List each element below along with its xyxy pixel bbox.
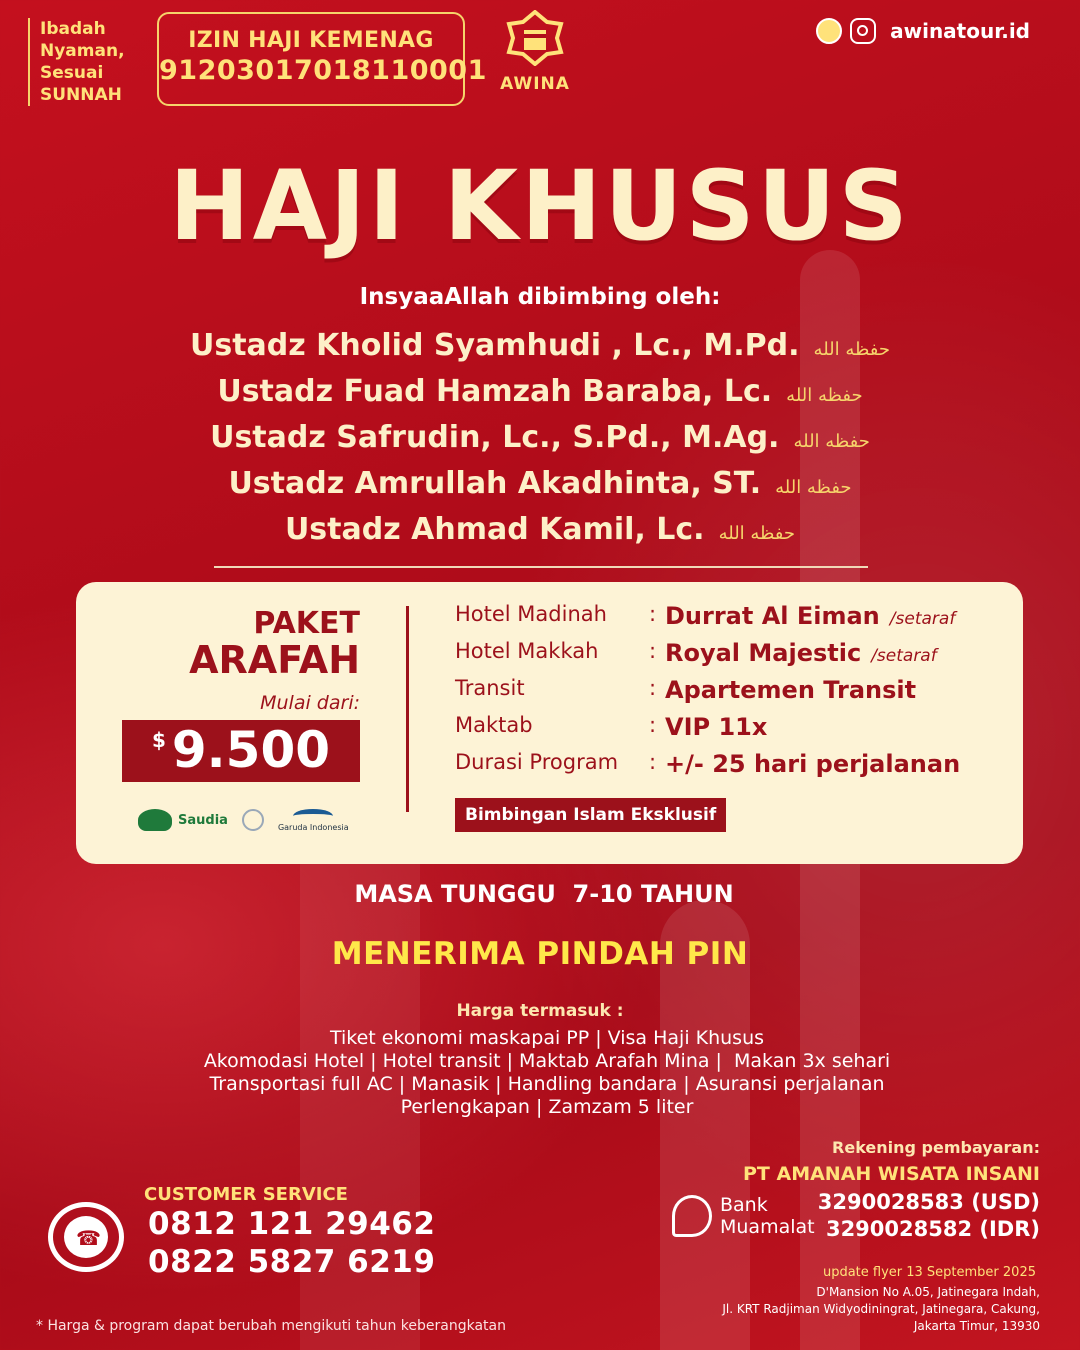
bank-logo-icon — [672, 1195, 712, 1237]
price-box — [122, 720, 360, 782]
customer-service-label: CUSTOMER SERVICE — [144, 1184, 348, 1205]
currency-symbol: $ — [151, 728, 166, 752]
tagline: Ibadah Nyaman, Sesuai SUNNAH — [28, 18, 148, 106]
includes-line: Perlengkapan | Zamzam 5 liter — [400, 1096, 694, 1118]
price-amount: 9.500 — [171, 721, 331, 779]
honorific-text: حفظه الله — [786, 385, 863, 406]
whatsapp-icon[interactable] — [42, 1200, 130, 1276]
scholar-item: Ustadz Safrudin, Lc., S.Pd., M.Ag. حفظه الله — [210, 420, 870, 455]
phone-icon: ☎ — [76, 1226, 101, 1250]
divider — [214, 566, 868, 568]
phone-number[interactable]: 0822 5827 6219 — [148, 1244, 436, 1280]
brand-name: AWINA — [500, 74, 570, 94]
scholar-item: Ustadz Kholid Syamhudi , Lc., M.Pd. حفظه الله — [189, 328, 891, 363]
package-card — [76, 582, 1023, 864]
account-number: 3290028582 (IDR) — [825, 1217, 1040, 1241]
phone-number[interactable]: 0812 121 29462 — [148, 1206, 436, 1242]
instagram-icon[interactable] — [850, 18, 876, 44]
card-divider — [406, 606, 409, 812]
payment-label: Rekening pembayaran: — [832, 1138, 1040, 1157]
kaaba-logo-icon — [505, 10, 565, 66]
license-box — [157, 12, 487, 106]
scholar-item: Ustadz Amrullah Akadhinta, ST. حفظه الله — [228, 466, 852, 501]
skyteam-icon — [242, 809, 264, 831]
account-number: 3290028583 (USD) — [817, 1190, 1040, 1214]
waiting-period: MASA TUNGGU 7-10 TAHUN — [354, 880, 734, 908]
license-title: IZIN HAJI KEMENAG — [188, 28, 434, 53]
honorific-text: حفظه الله — [775, 477, 852, 498]
brand-logo — [500, 10, 570, 96]
honorific-text: حفظه الله — [718, 523, 796, 544]
detail-row: Transit : Apartemen Transit — [455, 676, 917, 704]
airline-logos — [138, 800, 378, 840]
saudia-logo: Saudia — [138, 809, 228, 831]
garuda-wing-icon — [293, 809, 333, 823]
update-date: update flyer 13 September 2025 — [822, 1265, 1036, 1280]
includes-line: Tiket ekonomi maskapai PP | Visa Haji Khusus — [329, 1027, 765, 1049]
payment-company: PT AMANAH WISATA INSANI — [742, 1163, 1040, 1185]
saudia-palm-icon — [138, 809, 172, 831]
package-details — [455, 600, 1015, 785]
scholar-item: Ustadz Ahmad Kamil, Lc. حفظه الله — [284, 512, 796, 547]
pindah-pin-notice: MENERIMA PINDAH PIN — [331, 936, 749, 972]
detail-row: Hotel Madinah : Durrat Al Eiman /setaraf — [455, 602, 956, 630]
price-prefix: Mulai dari: — [260, 692, 360, 714]
bank-muamalat-logo: Bank Muamalat — [672, 1194, 815, 1238]
scholar-list — [0, 328, 1080, 558]
license-number: 91203017018110001 — [159, 55, 487, 86]
includes-title: Harga termasuk : — [456, 1001, 624, 1021]
exclusive-badge: Bimbingan Islam Eksklusif — [455, 798, 726, 832]
includes-line: Akomodasi Hotel | Hotel transit | Maktab Arafah Mina | Makan 3x sehari — [203, 1050, 891, 1072]
website-link[interactable]: awinatour.id — [890, 19, 1030, 43]
package-title: PAKET ARAFAH — [189, 606, 360, 682]
honorific-text: حفظه الله — [813, 339, 891, 360]
scholar-item: Ustadz Fuad Hamzah Baraba, Lc. حفظه الله — [217, 374, 863, 409]
globe-icon[interactable] — [816, 18, 842, 44]
guided-by-label: InsyaaAllah dibimbing oleh: — [359, 284, 721, 310]
detail-row: Maktab : VIP 11x — [455, 713, 768, 741]
honorific-text: حفظه الله — [793, 431, 870, 452]
disclaimer: * Harga & program dapat berubah mengikuti tahun keberangkatan — [36, 1318, 506, 1334]
page-title: HAJI KHUSUS — [169, 150, 911, 262]
social-links — [816, 18, 1030, 44]
garuda-logo: Garuda Indonesia — [278, 809, 349, 832]
detail-row: Hotel Makkah : Royal Majestic /setaraf — [455, 639, 937, 667]
includes-list — [0, 1027, 1080, 1119]
office-address: D'Mansion No A.05, Jatinegara Indah, Jl. KRT Radjiman Widyodiningrat, Jatinegara, Cakung, Jakarta Timur, 13930 — [722, 1285, 1040, 1333]
detail-row: Durasi Program : +/- 25 hari perjalanan — [455, 750, 961, 778]
includes-line: Transportasi full AC | Manasik | Handling bandara | Asuransi perjalanan — [209, 1073, 885, 1095]
